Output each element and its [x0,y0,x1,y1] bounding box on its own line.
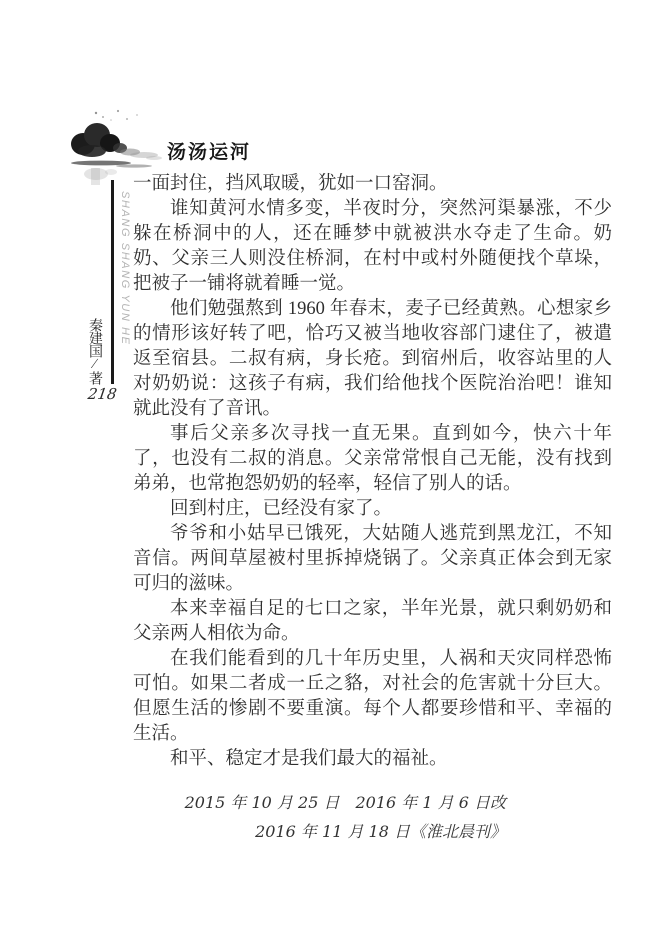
body-paragraph: 谁知黄河水情多变，半夜时分，突然河渠暴涨，不少躲在桥洞中的人，还在睡梦中就被洪水夺走了生命。奶奶、父亲三人则没住桥洞，在村中或村外随便找个草垛，把被子一铺将就着睡一觉。 [133,199,612,294]
series-romanized-title: SHANG SHANG YUN HE [119,191,131,346]
author-name-vertical: 秦建国∕著 [87,318,102,384]
body-paragraph: 本来幸福自足的七口之家，半年光景，就只剩奶奶和父亲两人相依为命。 [133,599,612,644]
body-paragraph: 在我们能看到的几十年历史里，人祸和天灾同样恐怖可怕。如果二者成一丘之貉，对社会的危害就十分巨大。但愿生活的惨剧不要重演。每个人都要珍惜和平、幸福的生活。 [133,649,612,744]
publication-dates [133,788,612,846]
book-title: 汤汤运河 [167,142,252,163]
body-paragraph: 事后父亲多次寻找一直无果。直到如今，快六十年了，也没有二叔的消息。父亲常常恨自己无能，没有找到弟弟，也常抱怨奶奶的轻率，轻信了别人的话。 [133,424,612,494]
date-line-written: 2015 年 10 月 25 日 2016 年 1 月 6 日改 [184,793,506,812]
sidebar-rule [111,180,114,384]
date-line-published: 2016 年 11 月 18 日《淮北晨刊》 [255,822,506,841]
body-paragraph: 回到村庄，已经没有家了。 [170,499,393,519]
body-paragraph: 爷爷和小姑早已饿死，大姑随人逃荒到黑龙江，不知音信。两间草屋被村里拆掉烧锅了。父亲真正体会到无家可归的滋味。 [133,524,612,594]
body-paragraph: 和平、稳定才是我们最大的福祉。 [170,749,448,769]
body-paragraph: 他们勉强熬到 1960 年春末，麦子已经黄熟。心想家乡的情形该好转了吧，恰巧又被当地收容部门逮住了，被遣返至宿县。二叔有病，身长疮。到宿州后，收容站里的人对奶奶说：这孩子有病，我们给他找个医院治治吧！谁知就此没有了音讯。 [133,299,612,419]
body-text [133,172,612,846]
body-paragraph: 一面封住，挡风取暖，犹如一口窑洞。 [133,174,448,194]
page-number: 218 [86,385,118,403]
